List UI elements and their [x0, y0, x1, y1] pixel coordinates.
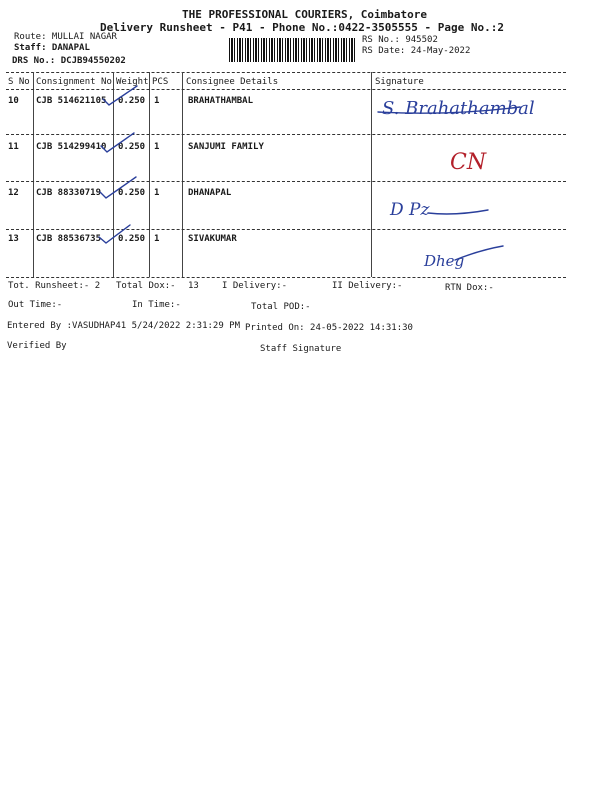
row-signature: CN: [450, 150, 487, 175]
column-header-consignee: Consignee Details: [186, 77, 279, 87]
printed-on: Printed On: 24-05-2022 14:31:30: [245, 323, 413, 333]
row-consignee: DHANAPAL: [188, 188, 232, 198]
column-header-weight: Weight: [116, 77, 149, 87]
row-sno: 12: [8, 188, 19, 198]
out-time: Out Time:-: [8, 300, 63, 310]
row-weight: 0.250: [118, 96, 146, 106]
row-signature: D Pz: [390, 200, 430, 220]
row-signature: S. Brahathambal: [382, 98, 535, 119]
row-consignment: CJB 514621105: [36, 96, 107, 106]
total-dox-value: 13: [188, 281, 199, 291]
rs-date: RS Date: 24-May-2022: [362, 46, 471, 56]
signature-flourish: [455, 246, 503, 260]
drs-number: DRS No.: DCJB94550202: [12, 56, 126, 66]
column-header-consignment: Consignment No: [36, 77, 112, 87]
signature-underline: [428, 210, 488, 214]
staff-label: Staff: DANAPAL: [14, 43, 90, 53]
row-consignee: SIVAKUMAR: [188, 234, 237, 244]
row-consignment: CJB 514299410: [36, 142, 107, 152]
check-mark-icon: [101, 133, 134, 152]
row-consignee: SANJUMI FAMILY: [188, 142, 264, 152]
tot-runsheet: Tot. Runsheet:- 2: [8, 281, 101, 291]
signature-underline: [378, 107, 520, 113]
row-pcs: 1: [154, 96, 160, 106]
entered-by: Entered By :VASUDHAP41 5/24/2022 2:31:29 PM: [7, 321, 240, 331]
staff-signature: Staff Signature: [260, 344, 342, 354]
row-pcs: 1: [154, 188, 160, 198]
column-header-sno: S No: [8, 77, 30, 87]
rtn-dox: RTN Dox:-: [445, 283, 494, 293]
row-pcs: 1: [154, 234, 160, 244]
document-title: THE PROFESSIONAL COURIERS, Coimbatore: [182, 8, 428, 21]
row-consignee: BRAHATHAMBAL: [188, 96, 254, 106]
row-consignment: CJB 88536735: [36, 234, 102, 244]
route-label: Route: MULLAI NAGAR: [14, 32, 117, 42]
total-dox-label: Total Dox:-: [116, 281, 176, 291]
row-pcs: 1: [154, 142, 160, 152]
check-mark-icon: [99, 225, 130, 243]
row-weight: 0.250: [118, 142, 146, 152]
i-delivery: I Delivery:-: [222, 281, 288, 291]
column-header-signature: Signature: [375, 77, 424, 87]
pen-marks: [0, 0, 600, 300]
row-signature: Dheg: [424, 252, 465, 270]
column-header-pcs: PCS: [152, 77, 169, 87]
row-weight: 0.250: [118, 234, 146, 244]
row-weight: 0.250: [118, 188, 146, 198]
document-subtitle: Delivery Runsheet - P41 - Phone No.:0422-3505555 - Page No.:2: [100, 21, 504, 34]
row-sno: 10: [8, 96, 19, 106]
check-mark-icon: [100, 177, 136, 198]
total-pod: Total POD:-: [251, 302, 311, 312]
in-time: In Time:-: [132, 300, 181, 310]
ii-delivery: II Delivery:-: [332, 281, 403, 291]
row-sno: 13: [8, 234, 19, 244]
row-consignment: CJB 88330719: [36, 188, 102, 198]
row-sno: 11: [8, 142, 19, 152]
check-mark-icon: [103, 86, 137, 105]
verified-by: Verified By: [7, 341, 67, 351]
rs-number: RS No.: 945502: [362, 35, 438, 45]
